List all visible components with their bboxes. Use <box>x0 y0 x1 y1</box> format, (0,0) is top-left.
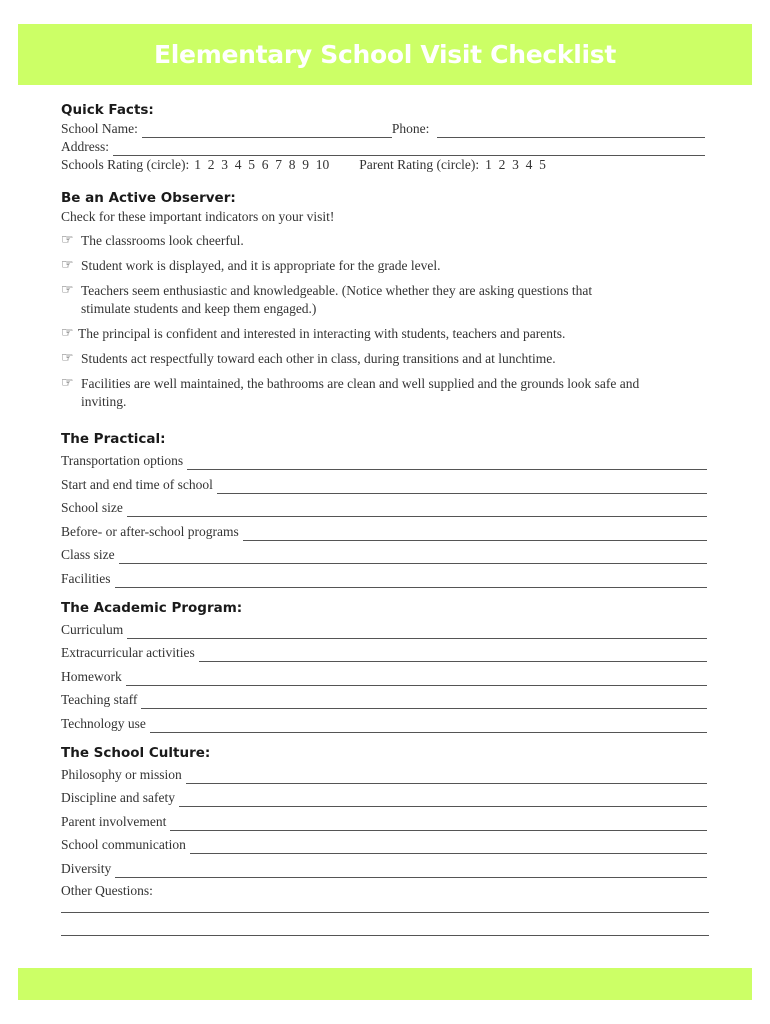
field-label: Teaching staff <box>61 692 138 707</box>
field-label: Homework <box>61 668 122 684</box>
quick-facts-section <box>61 100 711 174</box>
academic-field-row <box>61 621 711 639</box>
academic-heading: The Academic Program: <box>61 599 243 616</box>
field-label: Discipline and safety <box>61 790 175 805</box>
address-label: Address: <box>61 139 109 154</box>
field-input-line[interactable] <box>217 480 707 494</box>
pointing-hand-icon: ☞ <box>61 325 74 341</box>
culture-section <box>61 743 711 937</box>
school-name-label: School Name: <box>61 121 138 136</box>
address-field[interactable] <box>113 142 705 156</box>
practical-field-row <box>61 499 711 517</box>
practical-field-row <box>61 546 711 564</box>
field-input-line[interactable] <box>141 695 707 709</box>
field-label: Technology use <box>61 715 146 731</box>
page-title: Elementary School Visit Checklist <box>154 40 616 69</box>
quick-facts-heading: Quick Facts: <box>61 102 154 118</box>
field-input-line[interactable] <box>187 456 707 470</box>
field-input-line[interactable] <box>150 719 707 733</box>
field-input-line[interactable] <box>127 625 707 639</box>
observer-item-text: The classrooms look cheerful. <box>81 233 244 248</box>
culture-field-row <box>61 836 711 854</box>
other-questions-label: Other Questions: <box>61 883 153 898</box>
ratings-row <box>61 156 711 174</box>
field-input-line[interactable] <box>115 574 708 588</box>
checklist-content <box>61 100 711 936</box>
culture-field-row <box>61 813 711 831</box>
observer-item-text: The principal is confident and interested in interacting with students, teachers and parents. <box>78 326 566 341</box>
field-input-line[interactable] <box>115 864 707 878</box>
header-band <box>18 24 752 85</box>
academic-field-row <box>61 644 711 662</box>
academic-field-row <box>61 691 711 709</box>
field-input-line[interactable] <box>127 503 707 517</box>
field-label: Extracurricular activities <box>61 645 195 660</box>
pointing-hand-icon: ☞ <box>61 375 74 391</box>
schools-rating-scale[interactable]: 1 2 3 4 5 6 7 8 9 10 <box>194 157 330 172</box>
practical-field-row <box>61 476 711 494</box>
academic-field-row <box>61 715 711 733</box>
field-label: Philosophy or mission <box>61 766 182 782</box>
observer-heading: Be an Active Observer: <box>61 190 236 206</box>
school-name-field[interactable] <box>142 124 392 138</box>
observer-item[interactable] <box>61 350 711 368</box>
field-label: Curriculum <box>61 621 124 637</box>
field-label: Before- or after-school programs <box>61 523 239 539</box>
culture-field-row <box>61 789 711 807</box>
schools-rating-label: Schools Rating (circle): <box>61 157 190 172</box>
parent-rating-label: Parent Rating (circle): <box>359 157 480 172</box>
practical-field-row <box>61 570 711 588</box>
field-label: Start and end time of school <box>61 476 213 492</box>
observer-item[interactable] <box>61 375 711 411</box>
field-input-line[interactable] <box>199 648 707 662</box>
field-input-line[interactable] <box>186 770 707 784</box>
observer-item[interactable] <box>61 282 711 318</box>
academic-section <box>61 598 711 733</box>
observer-item-text: Student work is displayed, and it is appropriate for the grade level. <box>81 258 441 273</box>
observer-item-text: Teachers seem enthusiastic and knowledgeable. (Notice whether they are asking questions that stimulate students and keep them engaged.) <box>81 283 593 316</box>
school-name-row <box>61 120 711 138</box>
culture-heading: The School Culture: <box>61 744 211 761</box>
parent-rating-scale[interactable]: 1 2 3 4 5 <box>485 157 546 172</box>
field-input-line[interactable] <box>179 793 707 807</box>
observer-item-text: Students act respectfully toward each other in class, during transitions and at lunchtime. <box>81 351 556 366</box>
field-label: Transportation options <box>61 453 184 468</box>
phone-field[interactable] <box>437 124 705 138</box>
practical-field-row <box>61 523 711 541</box>
culture-field-row <box>61 860 711 878</box>
field-input-line[interactable] <box>243 527 707 541</box>
practical-heading: The Practical: <box>61 431 166 447</box>
observer-item[interactable] <box>61 257 711 275</box>
observer-item[interactable] <box>61 325 711 343</box>
address-row <box>61 138 711 156</box>
field-label: Class size <box>61 547 115 562</box>
footer-band <box>18 968 752 1000</box>
practical-field-row <box>61 452 711 470</box>
field-label: School communication <box>61 837 186 852</box>
phone-label: Phone: <box>391 121 430 136</box>
other-questions-line[interactable] <box>61 934 709 936</box>
observer-item-text: Facilities are well maintained, the bathrooms are clean and well supplied and the grounds look safe and inviting. <box>81 376 640 409</box>
field-input-line[interactable] <box>126 672 707 686</box>
field-input-line[interactable] <box>190 840 707 854</box>
field-label: Facilities <box>61 570 111 586</box>
observer-intro: Check for these important indicators on your visit! <box>61 209 335 224</box>
pointing-hand-icon: ☞ <box>61 232 74 248</box>
field-input-line[interactable] <box>170 817 707 831</box>
field-input-line[interactable] <box>119 550 707 564</box>
academic-field-row <box>61 668 711 686</box>
field-label: School size <box>61 500 123 515</box>
observer-section <box>61 188 711 411</box>
pointing-hand-icon: ☞ <box>61 350 74 366</box>
practical-section <box>61 429 711 588</box>
culture-field-row <box>61 766 711 784</box>
observer-item[interactable] <box>61 232 711 250</box>
field-label: Diversity <box>61 860 112 876</box>
field-label: Parent involvement <box>61 813 167 829</box>
other-questions-line[interactable] <box>61 911 709 913</box>
pointing-hand-icon: ☞ <box>61 282 74 298</box>
pointing-hand-icon: ☞ <box>61 257 74 273</box>
